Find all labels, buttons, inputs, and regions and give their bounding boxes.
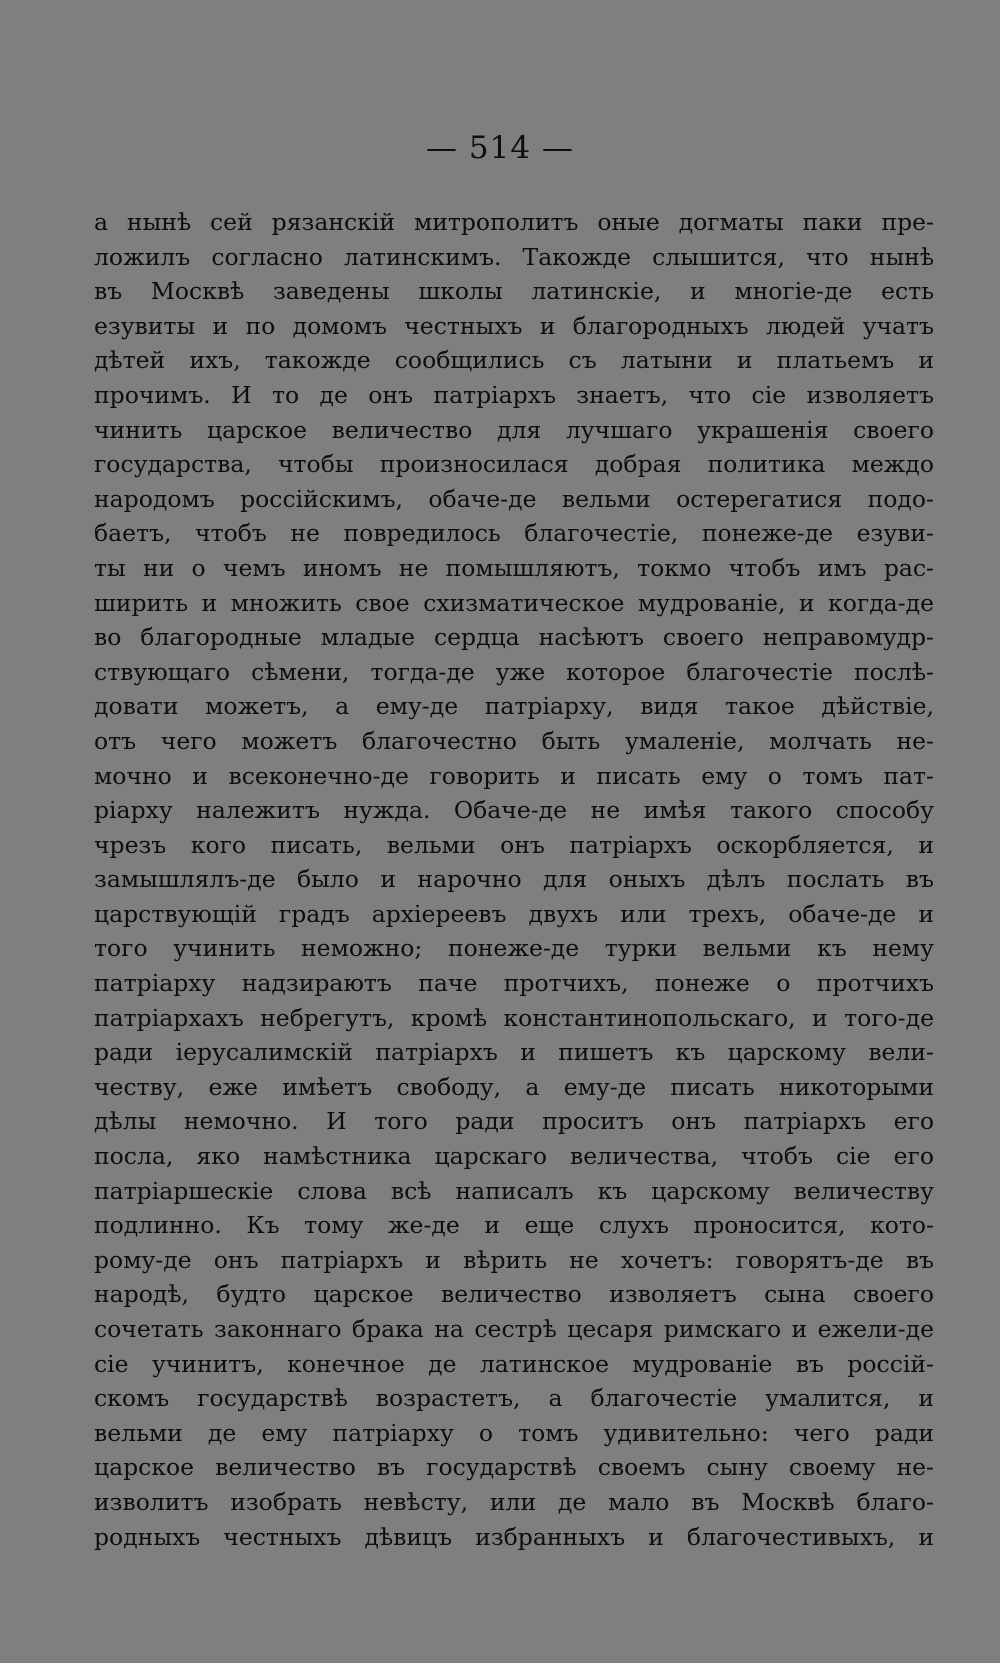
text-line: патріархахъ небрегутъ, кромѣ константинопольскаго, и того-де	[94, 1003, 934, 1032]
text-line: вельми де ему патріарху о томъ удивительно: чего ради	[94, 1418, 934, 1447]
text-line: во благородные младые сердца насѣютъ своего неправомудр-	[94, 623, 934, 652]
text-line: царское величество въ государствѣ своемъ сыну своему не-	[94, 1453, 934, 1482]
text-line: родныхъ честныхъ дѣвицъ избранныхъ и благочестивыхъ, и	[94, 1522, 934, 1551]
text-line: народѣ, будто царское величество изволяетъ сына своего	[94, 1280, 934, 1309]
text-line: сіе учинитъ, конечное де латинское мудрованіе въ россій-	[94, 1349, 934, 1378]
text-line: довати можетъ, а ему-де патріарху, видя такое дѣйствіе,	[94, 692, 934, 721]
text-line: скомъ государствѣ возрастетъ, а благочестіе умалится, и	[94, 1384, 934, 1413]
text-line: отъ чего можетъ благочестно быть умаленіе, молчать не-	[94, 726, 934, 755]
text-line: ствующаго сѣмени, тогда-де уже которое благочестіе послѣ-	[94, 657, 934, 686]
text-line: дѣлы немочно. И того ради проситъ онъ патріархъ его	[94, 1107, 934, 1136]
text-line: патріарху надзираютъ паче протчихъ, понеже о протчихъ	[94, 969, 934, 998]
text-line: рому-де онъ патріархъ и вѣрить не хочетъ: говорятъ-де въ	[94, 1245, 934, 1274]
text-line: дѣтей ихъ, такожде сообщились съ латыни и платьемъ и	[94, 346, 934, 375]
text-line: патріаршескіе слова всѣ написалъ къ царскому величеству	[94, 1176, 934, 1205]
text-line: чинить царское величество для лучшаго украшенія своего	[94, 415, 934, 444]
text-line: подлинно. Къ тому же-де и еще слухъ проносится, кото-	[94, 1211, 934, 1240]
text-line: ты ни о чемъ иномъ не помышляютъ, токмо чтобъ имъ рас-	[94, 553, 934, 582]
text-line: ради іерусалимскій патріархъ и пишетъ къ царскому вели-	[94, 1038, 934, 1067]
text-line: честву, еже имѣетъ свободу, а ему-де писать никоторыми	[94, 1072, 934, 1101]
text-line: баетъ, чтобъ не повредилось благочестіе, понеже-де езуви-	[94, 519, 934, 548]
text-line: того учинить неможно; понеже-де турки вельми къ нему	[94, 934, 934, 963]
text-line: прочимъ. И то де онъ патріархъ знаетъ, что сіе изволяетъ	[94, 380, 934, 409]
text-line: посла, яко намѣстника царскаго величества, чтобъ сіе его	[94, 1142, 934, 1171]
text-line: езувиты и по домомъ честныхъ и благородныхъ людей учатъ	[94, 311, 934, 340]
text-line: чрезъ кого писать, вельми онъ патріархъ оскорбляется, и	[94, 830, 934, 859]
text-line: мочно и всеконечно-де говорить и писать ему о томъ пат-	[94, 761, 934, 790]
text-line: а нынѣ сей рязанскій митрополитъ оные догматы паки пре-	[94, 208, 934, 236]
text-line: царствующій градъ архіереевъ двухъ или трехъ, обаче-де и	[94, 899, 934, 928]
text-line: ріарху належитъ нужда. Обаче-де не имѣя такого способу	[94, 796, 934, 825]
text-line: сочетать законнаго брака на сестрѣ цесаря римскаго и ежели-де	[94, 1315, 934, 1343]
page-number: — 514 —	[426, 130, 574, 166]
text-line: государства, чтобы произносилася добрая политика междо	[94, 450, 934, 479]
text-line: народомъ россійскимъ, обаче-де вельми остерегатися подо-	[94, 484, 934, 513]
text-line: ложилъ согласно латинскимъ. Такожде слышится, что нынѣ	[94, 242, 934, 271]
text-line: замышлялъ-де было и нарочно для оныхъ дѣлъ послать въ	[94, 865, 934, 894]
text-line: въ Москвѣ заведены школы латинскіе, и многіе-де есть	[94, 277, 934, 306]
body-text	[94, 205, 934, 1554]
text-line: ширить и множить свое схизматическое мудрованіе, и когда-де	[94, 588, 934, 617]
text-line: изволитъ изобрать невѣсту, или де мало въ Москвѣ благо-	[94, 1487, 934, 1516]
